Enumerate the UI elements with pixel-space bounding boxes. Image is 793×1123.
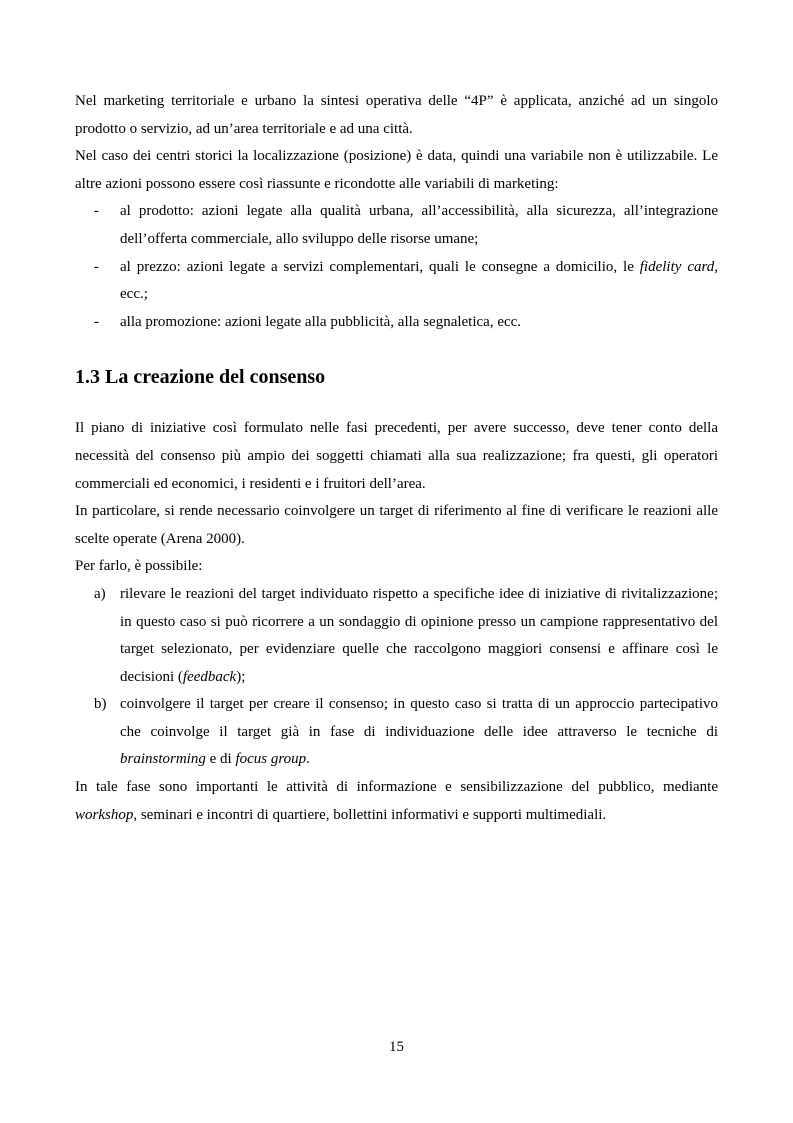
list-item-text: alla promozione: azioni legate alla pubblicità, alla segnaletica, ecc.	[120, 313, 522, 330]
marketing-variables-list	[75, 198, 718, 336]
list-marker-a: a)	[94, 585, 106, 602]
list-item-emphasis: focus group	[235, 751, 307, 768]
list-item-text: al prezzo: azioni legate a servizi complementari, quali le consegne a domicilio, le	[120, 258, 640, 275]
list-dash: -	[94, 203, 99, 220]
document-page	[75, 88, 718, 829]
list-item-price	[75, 254, 718, 309]
list-item-emphasis: brainstorming	[120, 751, 206, 768]
options-list	[75, 581, 718, 774]
paragraph-text: In tale fase sono importanti le attività di informazione e sensibilizzazione del pubblico, mediante	[75, 779, 718, 796]
list-item-b	[75, 691, 718, 774]
list-item-text-end: .	[306, 751, 310, 768]
list-marker-b: b)	[94, 696, 107, 713]
section-paragraph-3: Per farlo, è possibile:	[75, 558, 203, 575]
list-item-text: coinvolgere il target per creare il consenso; in questo caso si tratta di un approccio partecipativo che coinvolge il target già in fase di individuazione delle idee attraverso le tecniche di	[120, 696, 718, 740]
list-item-product	[75, 198, 718, 253]
list-item-text-mid: e di	[205, 751, 236, 768]
section-paragraph-4	[75, 774, 718, 829]
list-item-promotion	[75, 309, 718, 337]
list-item-text-end: , ecc.;	[120, 258, 719, 303]
intro-paragraph-2: Nel caso dei centri storici la localizzazione (posizione) è data, quindi una variabile non è utilizzabile. Le altre azioni possono essere così riassunte e ricondotte alle variabili di marketing:	[75, 148, 718, 192]
page-number: 15	[389, 1039, 404, 1055]
section-paragraph-2: In particolare, si rende necessario coinvolgere un target di riferimento al fine di verificare le reazioni alle scelte operate (Arena 2000).	[75, 503, 718, 547]
list-item-a	[75, 581, 718, 691]
list-item-emphasis: fidelity card	[639, 258, 715, 275]
intro-paragraph-1: Nel marketing territoriale e urbano la sintesi operativa delle “4P” è applicata, anziché ad un singolo prodotto o servizio, ad un’area territoriale e ad una città.	[75, 93, 718, 137]
paragraph-text-end: , seminari e incontri di quartiere, bollettini informativi e supporti multimediali.	[133, 806, 607, 823]
list-item-emphasis: feedback	[182, 668, 237, 685]
list-dash: -	[94, 258, 99, 275]
section-heading: 1.3 La creazione del consenso	[75, 366, 326, 389]
list-item-text: rilevare le reazioni del target individuato rispetto a specifiche idee di iniziative di rivitalizzazione; in questo caso si può ricorrere a un sondaggio di opinione presso un campione rappresentativo del target selezionato, per evidenziare quelle che raccolgono maggiori consensi e affinare così le decisioni (	[120, 585, 718, 685]
list-dash: -	[94, 313, 99, 330]
list-item-text-end: );	[236, 668, 246, 685]
paragraph-emphasis: workshop	[75, 806, 134, 823]
section-paragraph-1: Il piano di iniziative così formulato nelle fasi precedenti, per avere successo, deve tener conto della necessità del consenso più ampio dei soggetti chiamati alla sua realizzazione; fra questi, gli operatori commerciali ed economici, i residenti e i fruitori dell’area.	[75, 420, 718, 492]
list-item-text: al prodotto: azioni legate alla qualità urbana, all’accessibilità, alla sicurezza, all’integrazione dell’offerta commerciale, allo sviluppo delle risorse umane;	[120, 203, 718, 247]
